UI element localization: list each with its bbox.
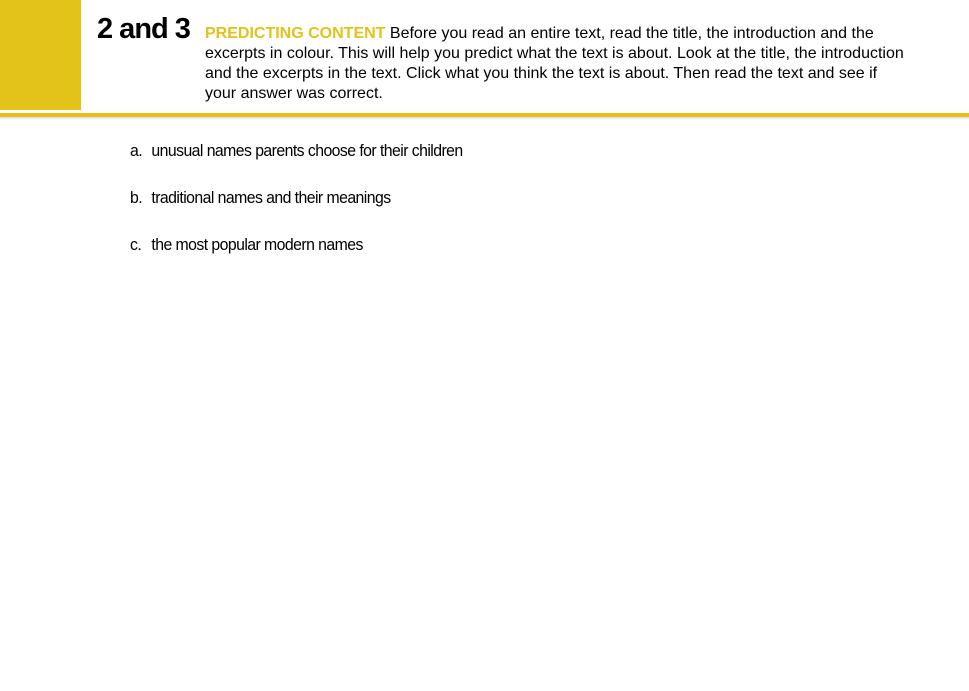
instructions-keyword: PREDICTING CONTENT [205, 25, 386, 42]
option-text: the most popular modern names [151, 235, 363, 254]
option-letter: b. [130, 188, 143, 207]
instructions-text [205, 24, 905, 104]
option-letter: c. [130, 235, 142, 254]
option-c[interactable] [130, 233, 463, 257]
option-a[interactable] [130, 139, 463, 163]
option-letter: a. [130, 141, 143, 160]
option-b[interactable] [130, 186, 463, 210]
header-divider-shadow [0, 117, 969, 120]
option-text: unusual names parents choose for their children [151, 141, 463, 160]
answer-options [130, 139, 488, 280]
exercise-number: 2 and 3 [97, 13, 190, 45]
instructions-body: Before you read an entire text, read the title, the introduction and the excerpts in colour. This will help you predict what the text is about. Look at the title, the introduction and the excerpts in the text. Click what you think the text is about. Then read the text and see if your answer was correct. [205, 25, 904, 102]
option-text: traditional names and their meanings [151, 188, 391, 207]
header-accent-block [0, 0, 81, 110]
